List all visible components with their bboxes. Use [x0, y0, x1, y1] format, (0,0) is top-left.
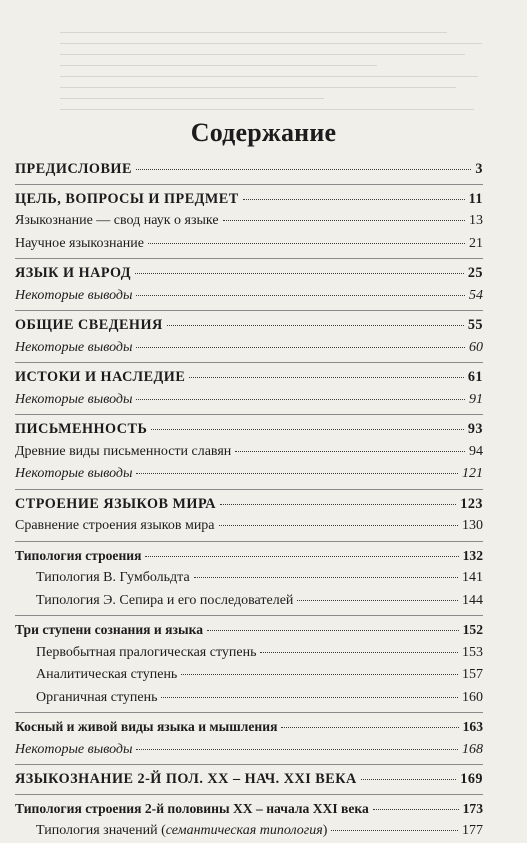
toc-page: 144: [462, 592, 483, 608]
toc-entry: [15, 337, 483, 360]
dot-leader: [136, 347, 465, 348]
dot-leader: [148, 243, 465, 244]
toc-page: 168: [462, 741, 483, 757]
dot-leader: [161, 697, 458, 698]
toc-page: 121: [462, 466, 483, 481]
toc-page: 60: [469, 339, 483, 355]
dot-leader: [223, 220, 465, 221]
toc-entry: [15, 820, 483, 843]
dot-leader: [135, 273, 464, 274]
toc-entry: [15, 768, 483, 791]
toc-page: 163: [462, 719, 483, 734]
toc-label: Некоторые выводы: [15, 287, 133, 303]
divider: [15, 541, 483, 542]
toc-label: [36, 820, 327, 843]
toc-entry: [15, 545, 483, 568]
toc-entry: [15, 366, 483, 389]
toc-entry: [15, 188, 483, 211]
toc-entry: [15, 314, 483, 337]
toc-label: СТРОЕНИЕ ЯЗЫКОВ МИРА: [15, 495, 217, 512]
dot-leader: [220, 504, 456, 505]
divider: [15, 712, 483, 713]
toc-page: 153: [462, 644, 483, 660]
dot-leader: [194, 577, 458, 578]
toc-label: Первобытная пралогическая ступень: [36, 644, 257, 660]
toc-label: Некоторые выводы: [15, 741, 133, 757]
divider: [15, 362, 483, 363]
toc-entry: [15, 233, 483, 256]
toc-page: 54: [469, 287, 483, 303]
toc-entry: [15, 262, 483, 285]
dot-leader: [181, 674, 458, 675]
toc-label: ПРЕДИСЛОВИЕ: [15, 161, 132, 177]
toc-page: 3: [475, 161, 483, 177]
dot-leader: [167, 325, 464, 326]
toc-entry: [15, 798, 483, 821]
toc-label: Древние виды письменности славян: [15, 443, 232, 459]
divider: [15, 764, 483, 765]
toc-label: Органичная ступень: [36, 689, 158, 705]
dot-leader: [207, 630, 459, 631]
toc-label-pre: Типология значений (: [36, 823, 166, 838]
toc-page: 169: [460, 771, 483, 787]
toc-entry: [15, 210, 483, 233]
dot-leader: [235, 451, 465, 452]
divider: [15, 615, 483, 616]
toc-entry: [15, 619, 483, 642]
toc-page: 25: [467, 265, 483, 281]
divider: [15, 414, 483, 415]
toc-entry: [15, 664, 483, 687]
dot-leader: [189, 377, 464, 378]
toc-entry: [15, 515, 483, 538]
toc-entry: [15, 716, 483, 739]
dot-leader: [136, 473, 458, 474]
toc-label: Типология строения 2-й половины XX – начала XXI века: [15, 800, 369, 816]
toc-entry: [15, 739, 483, 762]
toc-page: 21: [469, 235, 483, 251]
toc-label: ЯЗЫК И НАРОД: [15, 265, 132, 281]
page-title: Содержание: [190, 118, 337, 147]
toc-page: 132: [462, 547, 483, 563]
toc-label: Аналитическая ступень: [36, 667, 178, 682]
toc-page: 160: [462, 689, 483, 705]
toc-label: Некоторые выводы: [15, 466, 133, 481]
divider: [15, 184, 483, 185]
dot-leader: [373, 809, 459, 810]
toc-page: 152: [462, 622, 483, 637]
dot-leader: [136, 749, 458, 750]
dot-leader: [260, 652, 458, 653]
toc-label: Три ступени сознания и языка: [15, 622, 204, 637]
toc-label: ЯЗЫКОЗНАНИЕ 2-Й ПОЛ. XX – НАЧ. XXI ВЕКА: [15, 771, 357, 787]
dot-leader: [361, 779, 456, 780]
toc-page: 11: [468, 190, 483, 207]
dot-leader: [297, 600, 458, 601]
toc-entry: [15, 493, 483, 516]
toc-label: Типология Э. Сепира и его последователей: [36, 592, 294, 608]
toc-entry: [15, 567, 483, 590]
toc-label: Некоторые выводы: [15, 339, 133, 355]
divider: [15, 794, 483, 795]
toc-page: 130: [462, 518, 483, 533]
toc-label: Типология строения: [15, 547, 142, 563]
toc-page: 91: [469, 391, 483, 407]
dot-leader: [136, 169, 471, 170]
toc-entry: [15, 642, 483, 665]
dot-leader: [331, 830, 458, 831]
toc-entry: [15, 158, 483, 181]
toc-page: 55: [467, 317, 483, 333]
toc-entry: [15, 463, 483, 486]
dot-leader: [145, 556, 458, 557]
toc-page: 157: [462, 667, 483, 682]
toc-page: 93: [467, 421, 483, 437]
toc-label: Некоторые выводы: [15, 391, 133, 407]
toc-page: 61: [467, 369, 483, 385]
toc-entry: [15, 441, 483, 464]
toc-label: ИСТОКИ И НАСЛЕДИЕ: [15, 369, 186, 385]
toc-page: 173: [462, 800, 483, 816]
toc-entry: [15, 590, 483, 613]
toc-entry: [15, 285, 483, 308]
dot-leader: [136, 295, 465, 296]
dot-leader: [219, 525, 458, 526]
divider: [15, 310, 483, 311]
toc-label: Языкознание — свод наук о языке: [15, 213, 219, 228]
dot-leader: [281, 727, 458, 728]
toc-label: Косный и живой виды языка и мышления: [15, 719, 278, 734]
table-of-contents: [15, 158, 483, 843]
divider: [15, 258, 483, 259]
toc-label: Сравнение строения языков мира: [15, 518, 215, 533]
toc-entry: [15, 389, 483, 412]
toc-label-post: ): [322, 823, 328, 838]
toc-entry: [15, 418, 483, 441]
divider: [15, 489, 483, 490]
toc-page: 123: [460, 495, 483, 512]
dot-leader: [136, 399, 465, 400]
toc-label: Типология В. Гумбольдта: [36, 570, 190, 585]
toc-page: 141: [462, 570, 483, 585]
toc-label: Научное языкознание: [15, 235, 144, 251]
toc-page: 177: [462, 823, 483, 838]
dot-leader: [151, 429, 463, 430]
toc-page: 94: [469, 443, 483, 459]
toc-label: ПИСЬМЕННОСТЬ: [15, 421, 148, 437]
toc-page: 13: [469, 213, 483, 228]
toc-label: ОБЩИЕ СВЕДЕНИЯ: [15, 317, 163, 333]
dot-leader: [243, 199, 465, 200]
toc-label: ЦЕЛЬ, ВОПРОСЫ И ПРЕДМЕТ: [15, 190, 239, 207]
toc-label-emphasis: семантическая типология: [165, 823, 323, 838]
toc-entry: [15, 687, 483, 710]
